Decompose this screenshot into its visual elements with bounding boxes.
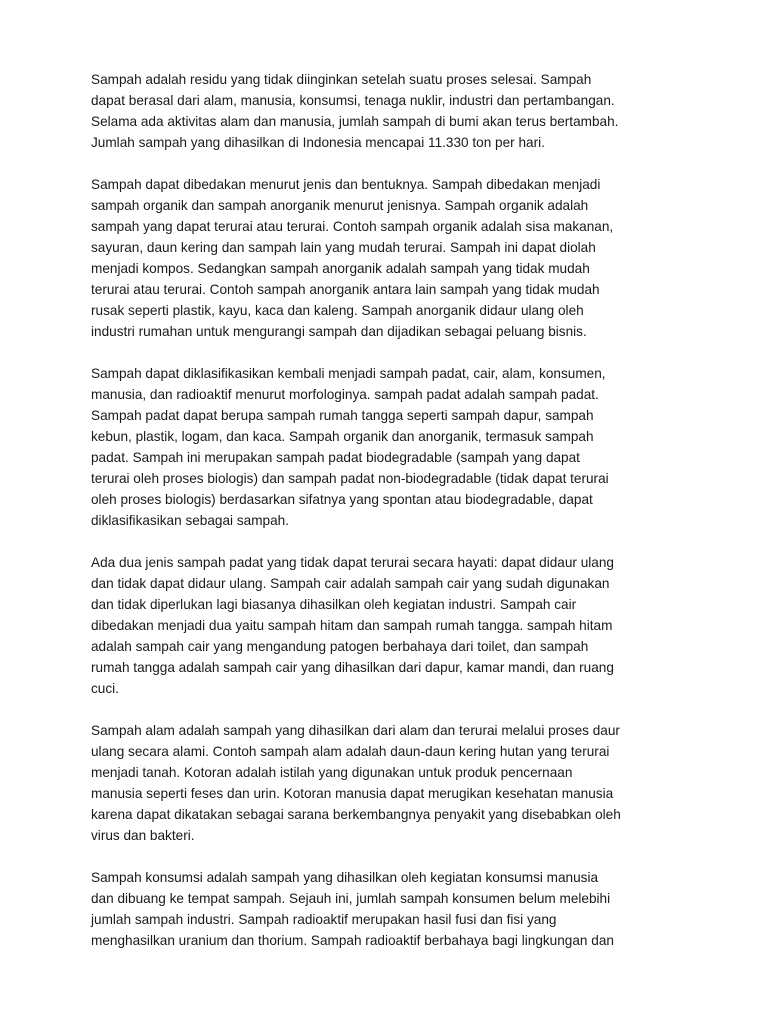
text-line: manusia seperti feses dan urin. Kotoran manusia dapat merugikan kesehatan manusia: [91, 786, 614, 801]
text-line: dan tidak diperlukan lagi biasanya dihasilkan oleh kegiatan industri. Sampah cair: [91, 597, 577, 612]
text-line: dapat berasal dari alam, manusia, konsumsi, tenaga nuklir, industri dan pertambangan.: [91, 93, 615, 108]
paragraph-2: [91, 174, 691, 342]
text-line: dibedakan menjadi dua yaitu sampah hitam dan sampah rumah tangga. sampah hitam: [91, 618, 613, 633]
text-line: Sampah konsumsi adalah sampah yang dihasilkan oleh kegiatan konsumsi manusia: [91, 870, 599, 885]
text-line: dan dibuang ke tempat sampah. Sejauh ini, jumlah sampah konsumen belum melebihi: [91, 891, 611, 906]
text-line: sampah yang dapat terurai atau terurai. Contoh sampah organik adalah sisa makanan,: [91, 219, 614, 234]
text-line: Sampah adalah residu yang tidak diinginkan setelah suatu proses selesai. Sampah: [91, 72, 592, 87]
text-line: Sampah padat dapat berupa sampah rumah tangga seperti sampah dapur, sampah: [91, 408, 594, 423]
text-line: rumah tangga adalah sampah cair yang dihasilkan dari dapur, kamar mandi, dan ruang: [91, 660, 614, 675]
paragraph-3: [91, 363, 691, 531]
paragraph-4: [91, 552, 691, 699]
text-line: menjadi kompos. Sedangkan sampah anorganik adalah sampah yang tidak mudah: [91, 261, 590, 276]
text-line: padat. Sampah ini merupakan sampah padat biodegradable (sampah yang dapat: [91, 450, 580, 465]
text-line: Sampah dapat dibedakan menurut jenis dan bentuknya. Sampah dibedakan menjadi: [91, 177, 601, 192]
text-line: ulang secara alami. Contoh sampah alam adalah daun-daun kering hutan yang terurai: [91, 744, 610, 759]
text-line: Selama ada aktivitas alam dan manusia, jumlah sampah di bumi akan terus bertambah.: [91, 114, 619, 129]
text-line: terurai oleh proses biologis) dan sampah padat non-biodegradable (tidak dapat terurai: [91, 471, 609, 486]
text-line: oleh proses biologis) berdasarkan sifatnya yang spontan atau biodegradable, dapat: [91, 492, 593, 507]
text-line: Sampah dapat diklasifikasikan kembali menjadi sampah padat, cair, alam, konsumen,: [91, 366, 606, 381]
document-page: [91, 69, 691, 972]
text-line: terurai atau terurai. Contoh sampah anorganik antara lain sampah yang tidak mudah: [91, 282, 600, 297]
text-line: karena dapat dikatakan sebagai sarana berkembangnya penyakit yang disebabkan oleh: [91, 807, 621, 822]
text-line: menghasilkan uranium dan thorium. Sampah radioaktif berbahaya bagi lingkungan dan: [91, 933, 614, 948]
text-line: Sampah alam adalah sampah yang dihasilkan dari alam dan terurai melalui proses daur: [91, 723, 620, 738]
text-line: industri rumahan untuk mengurangi sampah dan dijadikan sebagai peluang bisnis.: [91, 324, 587, 339]
paragraph-5: [91, 720, 691, 846]
text-line: diklasifikasikan sebagai sampah.: [91, 513, 289, 528]
text-line: rusak seperti plastik, kayu, kaca dan kaleng. Sampah anorganik didaur ulang oleh: [91, 303, 584, 318]
text-line: sayuran, daun kering dan sampah lain yang mudah terurai. Sampah ini dapat diolah: [91, 240, 596, 255]
text-line: manusia, dan radioaktif menurut morfologinya. sampah padat adalah sampah padat.: [91, 387, 599, 402]
text-line: sampah organik dan sampah anorganik menurut jenisnya. Sampah organik adalah: [91, 198, 589, 213]
paragraph-6: [91, 867, 691, 951]
text-line: adalah sampah cair yang mengandung patogen berbahaya dari toilet, dan sampah: [91, 639, 589, 654]
text-line: dan tidak dapat didaur ulang. Sampah cair adalah sampah cair yang sudah digunakan: [91, 576, 610, 591]
text-line: kebun, plastik, logam, dan kaca. Sampah organik dan anorganik, termasuk sampah: [91, 429, 594, 444]
text-line: menjadi tanah. Kotoran adalah istilah yang digunakan untuk produk pencernaan: [91, 765, 573, 780]
text-line: jumlah sampah industri. Sampah radioaktif merupakan hasil fusi dan fisi yang: [91, 912, 557, 927]
text-line: Jumlah sampah yang dihasilkan di Indonesia mencapai 11.330 ton per hari.: [91, 135, 545, 150]
paragraph-1: [91, 69, 691, 153]
text-line: cuci.: [91, 681, 119, 696]
text-line: Ada dua jenis sampah padat yang tidak dapat terurai secara hayati: dapat didaur ulang: [91, 555, 614, 570]
text-line: virus dan bakteri.: [91, 828, 195, 843]
